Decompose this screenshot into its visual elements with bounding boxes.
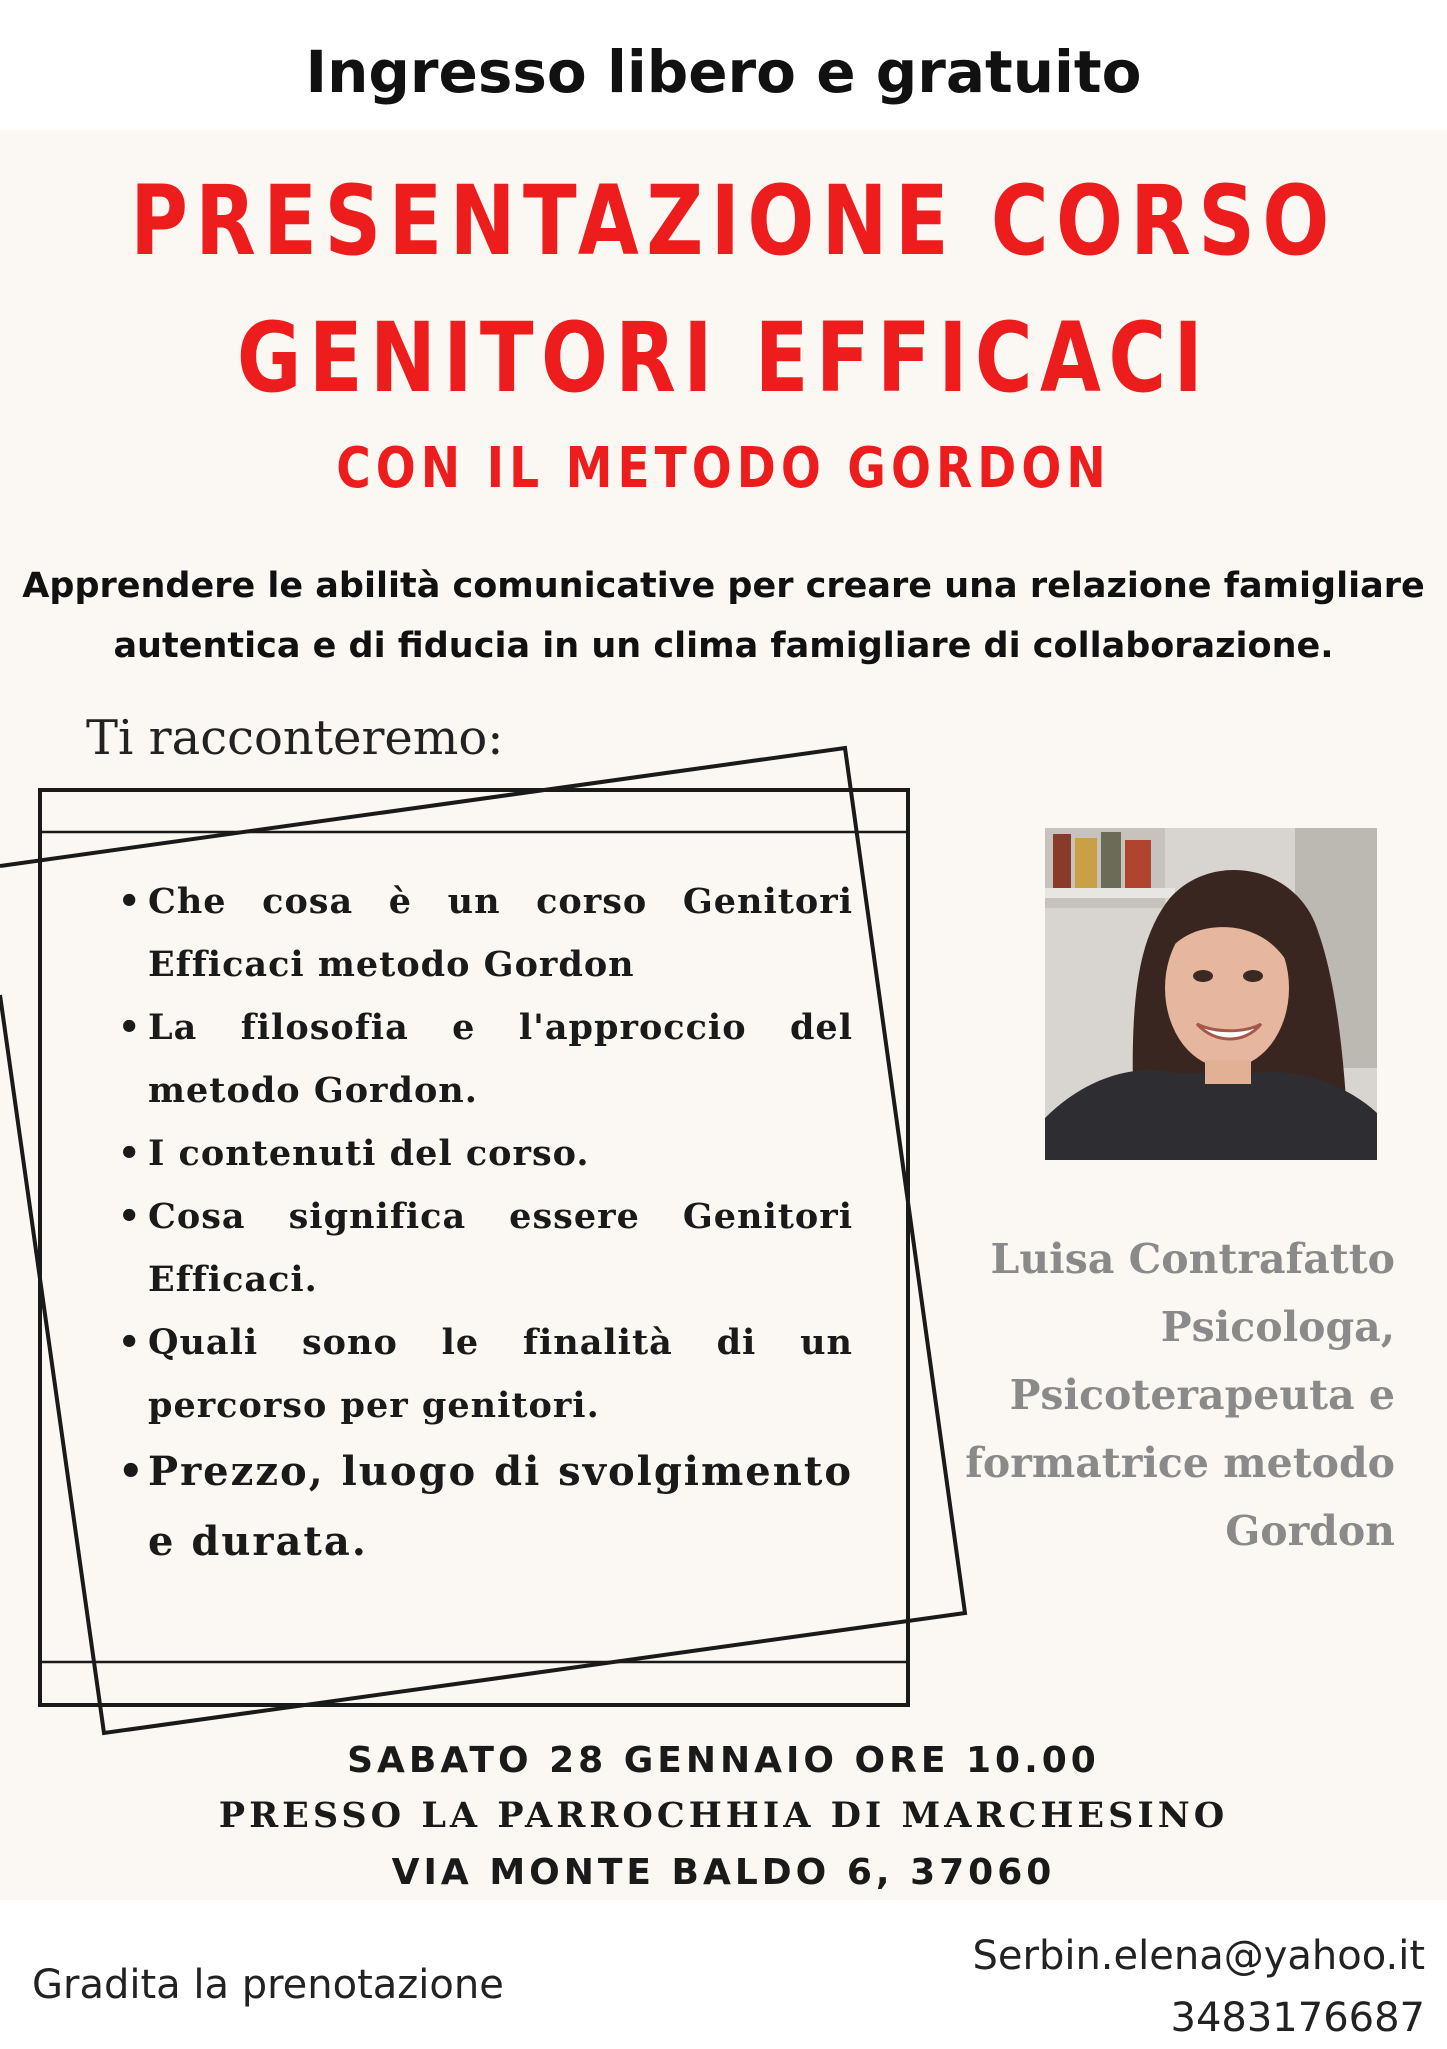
topic-item: • Cosa significa essere Genitori Efficaci. <box>118 1185 853 1311</box>
speaker-photo <box>1045 828 1377 1160</box>
speaker-bio <box>950 1225 1395 1565</box>
contact-info <box>973 1925 1426 2049</box>
contact-phone[interactable]: 3483176687 <box>1170 1995 1425 2041</box>
event-date: SABATO 28 GENNAIO ORE 10.00 <box>347 1740 1100 1781</box>
title-line-1: PRESENTAZIONE CORSO <box>130 165 1337 277</box>
topic-item: • I contenuti del corso. <box>118 1122 853 1185</box>
title-subtitle: CON IL METODO GORDON <box>336 436 1111 501</box>
title-line-2: GENITORI EFFICACI <box>236 302 1211 414</box>
speaker-role: Psicoterapeuta e <box>1009 1371 1395 1419</box>
topic-item: • Quali sono le finalità di un percorso per genitori. <box>118 1311 853 1437</box>
lead-line-2: autentica e di fiducia in un clima famigliare di collaborazione. <box>113 626 1334 666</box>
topic-item: • Che cosa è un corso Genitori Efficaci metodo Gordon <box>118 870 853 996</box>
booking-note: Gradita la prenotazione <box>32 1962 504 2008</box>
event-place: PRESSO LA PARROCHHIA DI MARCHESINO <box>218 1795 1229 1836</box>
contact-email[interactable]: Serbin.elena@yahoo.it <box>972 1933 1425 1979</box>
topics-list <box>118 870 853 1577</box>
free-entry-heading: Ingresso libero e gratuito <box>305 38 1142 106</box>
lead-line-1: Apprendere le abilità comunicative per creare una relazione famigliare <box>22 566 1425 606</box>
event-address: VIA MONTE BALDO 6, 37060 <box>391 1852 1056 1893</box>
topic-item: • La filosofia e l'approccio del metodo Gordon. <box>118 996 853 1122</box>
speaker-role: Gordon <box>1225 1507 1395 1555</box>
speaker-role: Psicologa, <box>1160 1303 1395 1351</box>
speaker-name: Luisa Contrafatto <box>990 1235 1395 1283</box>
speaker-role: formatrice metodo <box>965 1439 1395 1487</box>
topics-intro: Ti racconteremo: <box>86 710 504 766</box>
topic-item: • Prezzo, luogo di svolgimento e durata. <box>118 1437 853 1577</box>
